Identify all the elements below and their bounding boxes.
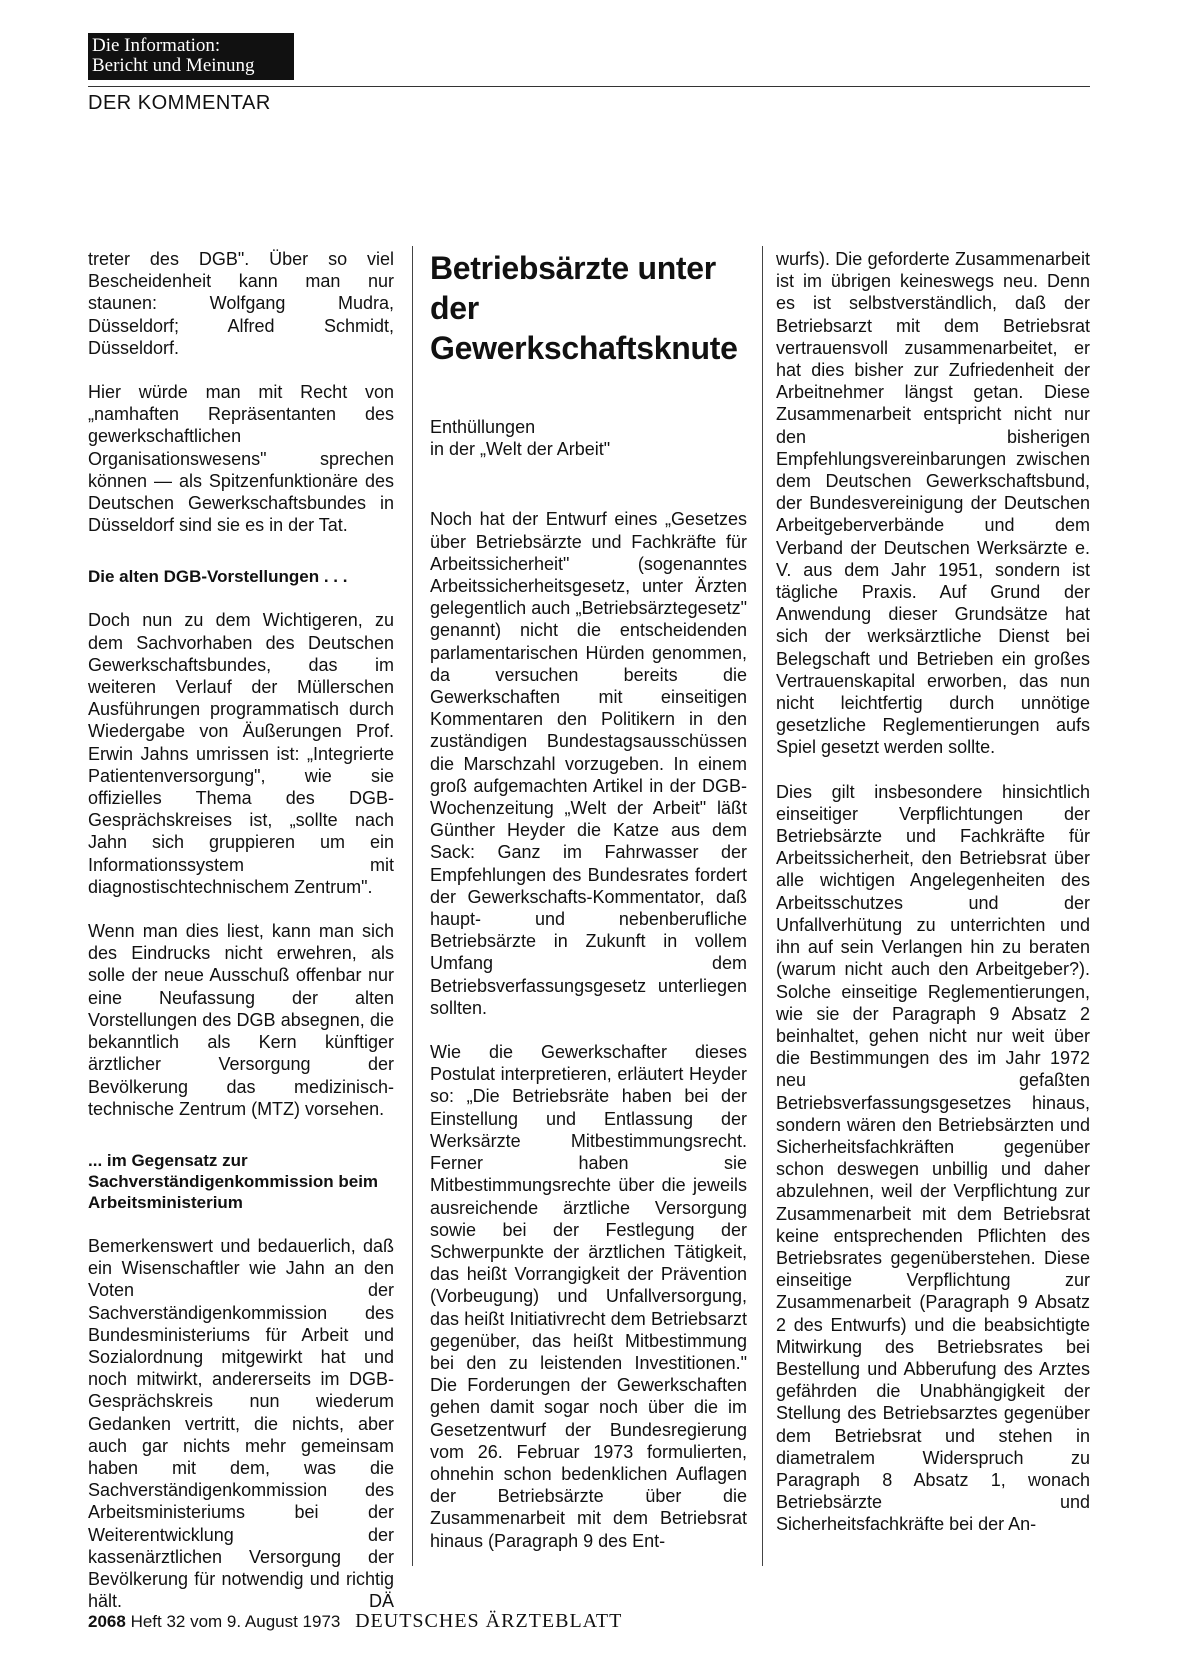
page-number: 2068 xyxy=(88,1612,126,1631)
paragraph: Wenn man dies liest, kann man sich des Eindrucks nicht erwehren, als solle der neue Ausschuß offenbar nur eine Neufassung der alten Vorstellungen des DGB absegnen, die bekanntlich als Kern künftiger ärztlicher Versorgung der Bevölkerung das medizinisch-technische Zentrum (MTZ) vorsehen. xyxy=(88,921,394,1119)
section-badge xyxy=(88,33,294,80)
subheading: ... im Gegensatz zur Sachverständigenkommission beim Arbeitsministerium xyxy=(88,1150,379,1212)
author-signature: DÄ xyxy=(368,1591,394,1612)
paragraph xyxy=(88,1235,394,1612)
badge-line-1: Die Information: xyxy=(92,35,221,56)
page-footer xyxy=(88,1610,622,1633)
paragraph: Doch nun zu dem Wichtigeren, zu dem Sachvorhaben des Deutschen Gewerkschaftsbundes, das im weiteren Verlauf der Müllerschen Ausführungen programmatisch durch Wiedergabe von Äußerungen Prof. Erwin Jahns umrissen ist: „Integrierte Patientenversorgung", wie sie offizielles Thema des DGB-Gesprächskreises ist, „sollte nach Jahn sich gruppieren um ein Informationssystem mit diagnostischtechnischem Zentrum". xyxy=(88,610,394,897)
badge-line-2: Bericht und Meinung xyxy=(92,55,255,76)
paragraph: Noch hat der Entwurf eines „Gesetzes über Betriebsärzte und Fachkräfte für Arbeitssicherheit" (sogenanntes Arbeitssicherheitsgesetz, unter Ärzten gelegentlich auch „Betriebsärztegesetz" genannt) nicht die entscheidenden parlamentarischen Hürden genommen, da versuchen bereits die Gewerkschaften mit einseitigen Kommentaren den Politikern in den zuständigen Bundestagsausschüssen die Marschzahl vorzugeben. In einem groß aufgemachten Artikel in der DGB-Wochenzeitung „Welt der Arbeit" läßt Günther Heyder die Katze aus dem Sack: Ganz im Fahrwasser der Empfehlungen des Bundesrates fordert der Gewerkschafts-Kommentator, daß haupt- und nebenberufliche Betriebsärzte in Zukunft in vollem Umfang dem Betriebsverfassungsgesetz unterliegen sollten. xyxy=(430,509,747,1018)
paragraph: Wie die Gewerkschafter dieses Postulat interpretieren, erläutert Heyder so: „Die Betriebsräte haben bei der Einstellung und Entlassung der Werksärzte Mitbestimmungsrecht. Ferner haben sie Mitbestimmungsrechte über die jeweils ausreichende ärztliche Versorgung sowie bei der Festlegung der Schwerpunkte der ärztlichen Tätigkeit, das heißt Vorrangigkeit der Prävention (Vorbeugung) und Unfallversorgung, das heißt Initiativrecht dem Betriebsarzt gegenüber, das heißt Mitbestimmung bei den zu leistenden Investitionen." Die Forderungen der Gewerkschaften gehen damit sogar noch über die im Gesetzentwurf der Bundesregierung vom 26. Februar 1973 formulierten, ohnehin schon bedenklichen Auflagen der Betriebsärzte über die Zusammenarbeit mit dem Betriebsrat hinaus (Paragraph 9 des Ent- xyxy=(430,1042,747,1551)
column-divider-2 xyxy=(762,246,763,1566)
header-rule xyxy=(88,86,1090,87)
paragraph: wurfs). Die geforderte Zusammenarbeit ist im übrigen keineswegs neu. Denn es ist selbstverständlich, daß der Betriebsarzt mit dem Betriebsrat vertrauensvoll zusammenarbeitet, er hat dies bisher zur Zufriedenheit der Arbeitnehmer längst getan. Diese Zusammenarbeit entspricht nicht nur den bisherigen Empfehlungsvereinbarungen zwischen dem Deutschen Gewerkschaftsbund, der Bundesvereinigung der Deutschen Arbeitgeberverbände und dem Verband der Deutschen Werksärzte e. V. aus dem Jahr 1951, sondern ist tägliche Praxis. Auf Grund der Anwendung dieser Grundsätze hat sich der werksärztliche Dienst bei Belegschaft und Betrieben ein großes Vertrauenskapital erworben, das nun nicht leichtfertig durch unnötige gesetzliche Reglementierungen aufs Spiel gesetzt werden sollte. xyxy=(776,249,1090,758)
section-title: DER KOMMENTAR xyxy=(88,92,271,114)
journal-name: DEUTSCHES ÄRZTEBLATT xyxy=(355,1610,623,1632)
article-subtitle-2: in der „Welt der Arbeit" xyxy=(430,439,611,460)
paragraph: Dies gilt insbesondere hinsichtlich einseitiger Verpflichtungen der Betriebsärzte und Fachkräfte für Arbeitssicherheit, den Betriebsrat über alle wichtigen Angelegenheiten des Arbeitsschutzes und der Unfallverhütung zu unterrichten und ihn auf sein Verlangen hin zu beraten (warum nicht auch den Arbeitgeber?). Solche einseitige Reglementierungen, wie sie der Paragraph 9 Absatz 2 beinhaltet, gehen nicht nur weit über die Bestimmungen des im Jahr 1972 neu gefaßten Betriebsverfassungsgesetzes hinaus, sondern wären den Betriebsärzten und Sicherheitsfachkräften gegenüber schon deswegen unbillig und daher abzulehnen, weil der Verpflichtung zur Zusammenarbeit mit dem Betriebsrat keine entsprechenden Pflichten des Betriebsrates gegenüberstehen. Diese einseitige Verpflichtung zur Zusammenarbeit (Paragraph 9 Absatz 2 des Entwurfs) und die beabsichtigte Mitwirkung des Betriebsrates bei Bestellung und Abberufung des Arztes gefährden die Unabhängigkeit der Stellung des Betriebsarztes gegenüber dem Betriebsrat und stehen in diametralem Widerspruch zu Paragraph 8 Absatz 1, wonach Betriebsärzte und Sicherheitsfachkräfte bei der An- xyxy=(776,781,1090,1535)
paragraph-text: Bemerkenswert und bedauerlich, daß ein Wisenschaftler wie Jahn an den Voten der Sachverständigenkommission des Bundesministeriums für Arbeit und Sozialordnung mitgewirkt hat und noch mitwirkt, andererseits im DGB-Gesprächskreis nun wiederum Gedanken vertritt, die nichts, aber auch gar nichts mehr gemeinsam haben mit dem, was die Sachverständigenkommission des Arbeitsministeriums bei der Weiterentwicklung der kassenärztlichen Versorgung der Bevölkerung für notwendig und richtig hält. xyxy=(88,1235,394,1612)
article-subtitle-1: Enthüllungen xyxy=(430,417,536,437)
article-headline: Betriebsärzte unter der Gewerkschaftsknute xyxy=(430,250,738,366)
subheading: Die alten DGB-Vorstellungen . . . xyxy=(88,567,348,587)
column-divider-1 xyxy=(412,246,413,1566)
column-1 xyxy=(88,248,394,1612)
paragraph: treter des DGB". Über so viel Bescheidenheit kann man nur staunen: Wolfgang Mudra, Düsseldorf; Alfred Schmidt, Düsseldorf. xyxy=(88,249,394,358)
paragraph: Hier würde man mit Recht von „namhaften Repräsentanten des gewerkschaftlichen Organisationswesens" sprechen können — als Spitzenfunktionäre des Deutschen Gewerkschaftsbundes in Düsseldorf sind sie es in der Tat. xyxy=(88,382,394,536)
issue-info: Heft 32 vom 9. August 1973 xyxy=(130,1612,341,1631)
column-2 xyxy=(430,248,747,1552)
column-3 xyxy=(776,248,1090,1536)
